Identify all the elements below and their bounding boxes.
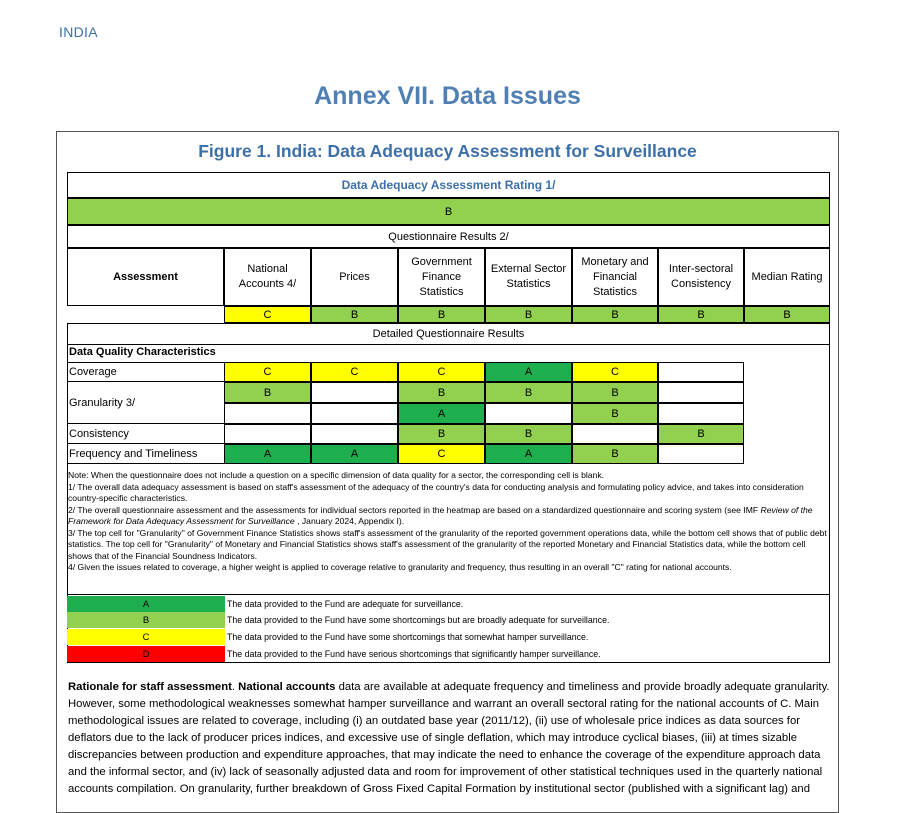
coverage-cell <box>658 362 744 382</box>
legend-text-a: The data provided to the Fund are adequate for surveillance. <box>227 599 464 609</box>
note-1: 1/ The overall data adequacy assessment is based on staff's assessment of the adequacy of the country's data for conducting analysis and formulating policy advice, and takes into consideration country-specific characteristics. <box>68 481 804 503</box>
footnotes <box>68 470 830 574</box>
questionnaire-header: Questionnaire Results 2/ <box>67 225 830 248</box>
overall-rating-cell: B <box>67 198 830 225</box>
consistency-cell <box>572 424 658 444</box>
rating-government-finance: B <box>398 306 485 323</box>
granularity-bottom-cell <box>224 403 311 424</box>
column-header-median-rating: Median Rating <box>744 248 830 306</box>
column-header-inter-sectoral: Inter-sectoral Consistency <box>658 248 744 306</box>
legend-text-b: The data provided to the Fund have some shortcomings but are broadly adequate for surveillance. <box>227 615 610 625</box>
legend-swatch-d: D <box>67 646 225 662</box>
legend-text-d: The data provided to the Fund have serious shortcomings that significantly hamper surveillance. <box>227 649 601 659</box>
row-label-consistency: Consistency <box>67 424 224 444</box>
frequency-cell: C <box>398 444 485 464</box>
rating-external-sector: B <box>485 306 572 323</box>
rationale-topic: National accounts <box>238 681 336 693</box>
rating-median: B <box>744 306 830 323</box>
legend-swatch-a: A <box>67 596 225 612</box>
frequency-cell: A <box>485 444 572 464</box>
note-3: 3/ The top cell for "Granularity" of Government Finance Statistics shows staff's assessment of the granularity of the reported government operations data, while the bottom cell shows that of public debt statistics. The top cell for "Granularity" of Monetary and Financial Statistics shows staff's assessment of the granularity of the reported Monetary and Financial Statistics data, while the bottom cell shows that of the Financial Soundness Indicators. <box>68 527 827 561</box>
legend-swatch-b: B <box>67 612 225 628</box>
legend-text-c: The data provided to the Fund have some shortcomings that somewhat hamper surveillance. <box>227 632 589 642</box>
row-label-frequency: Frequency and Timeliness <box>67 444 224 464</box>
note-4: 4/ Given the issues related to coverage, a higher weight is applied to coverage relative to granularity and frequency, thus resulting in an overall "C" rating for national accounts. <box>68 562 732 572</box>
granularity-top-cell: B <box>572 382 658 403</box>
note-2 <box>68 505 830 528</box>
granularity-bottom-cell <box>658 403 744 424</box>
granularity-top-cell: B <box>398 382 485 403</box>
frequency-cell <box>658 444 744 464</box>
coverage-cell: C <box>224 362 311 382</box>
granularity-bottom-cell <box>485 403 572 424</box>
rating-inter-sectoral: B <box>658 306 744 323</box>
column-header-external-sector: External Sector Statistics <box>485 248 572 306</box>
annex-title: Annex VII. Data Issues <box>314 82 581 110</box>
granularity-top-cell: B <box>224 382 311 403</box>
row-label-coverage: Coverage <box>67 362 224 382</box>
consistency-cell: B <box>485 424 572 444</box>
figure-title: Figure 1. India: Data Adequacy Assessment for Surveillance <box>198 141 697 161</box>
note-2-text: 2/ The overall questionnaire assessment and the assessments for individual sectors reported in the heatmap are based on a standardized questionnaire and scoring system (see IMF <box>68 504 761 515</box>
granularity-bottom-cell: B <box>572 403 658 424</box>
figure-frame <box>56 131 839 813</box>
country-header: INDIA <box>59 24 98 40</box>
rating-header: Data Adequacy Assessment Rating 1/ <box>67 172 830 198</box>
frequency-cell: A <box>224 444 311 464</box>
rationale-body: data are available at adequate frequency and timeliness and provide broadly adequate granularity. However, some methodological weaknesses somewhat hamper surveillance and warrant an overall sectoral rating for the national accounts of C. Main methodological issues are related to coverage, including (i) an outdated base year (2011/12), (ii) use of wholesale price indices as data sources for deflators due to the lack of producer prices indices, and excessive use of single deflation, which may introduce cyclical biases, (iii) at times sizable discrepancies between production and expenditure approaches, that may indicate the need to enhance the coverage of the expenditure approach data and the informal sector, and (iv) lack of seasonally adjusted data and room for improvement of other statistical techniques used in the quarterly national accounts compilation. On granularity, further breakdown of Gross Fixed Capital Formation by institutional sector (published with a significant lag) and <box>68 681 830 795</box>
granularity-top-cell: B <box>485 382 572 403</box>
legend-swatch-c: C <box>67 629 225 645</box>
consistency-cell <box>311 424 398 444</box>
granularity-top-cell <box>311 382 398 403</box>
row-label-granularity: Granularity 3/ <box>67 382 224 424</box>
granularity-top-cell <box>658 382 744 403</box>
frequency-cell: A <box>311 444 398 464</box>
coverage-cell: C <box>572 362 658 382</box>
rating-national-accounts: C <box>224 306 311 323</box>
consistency-cell: B <box>398 424 485 444</box>
data-quality-header: Data Quality Characteristics <box>69 346 216 358</box>
rating-monetary-financial: B <box>572 306 658 323</box>
assessment-label: Assessment <box>67 248 224 306</box>
coverage-cell: C <box>311 362 398 382</box>
granularity-bottom-cell <box>311 403 398 424</box>
note-blank-cells: Note: When the questionnaire does not include a question on a specific dimension of data quality for a sector, the corresponding cell is blank. <box>68 470 605 480</box>
consistency-cell: B <box>658 424 744 444</box>
column-header-monetary-financial: Monetary and Financial Statistics <box>572 248 658 306</box>
granularity-bottom-cell: A <box>398 403 485 424</box>
detailed-results-header: Detailed Questionnaire Results <box>67 323 830 345</box>
coverage-cell: C <box>398 362 485 382</box>
rationale-separator: . <box>231 681 239 693</box>
consistency-cell <box>224 424 311 444</box>
rationale-lead: Rationale for staff assessment <box>68 681 232 693</box>
note-2-date: , January 2024, Appendix I). <box>294 516 405 526</box>
frequency-cell: B <box>572 444 658 464</box>
column-header-prices: Prices <box>311 248 398 306</box>
rating-prices: B <box>311 306 398 323</box>
column-header-government-finance: Government Finance Statistics <box>398 248 485 306</box>
rationale-paragraph <box>68 679 832 798</box>
note-2-title: Review of the Framework for Data Adequacy Assessment for Surveillance <box>68 504 813 526</box>
coverage-cell: A <box>485 362 572 382</box>
column-header-national-accounts: National Accounts 4/ <box>224 248 311 306</box>
